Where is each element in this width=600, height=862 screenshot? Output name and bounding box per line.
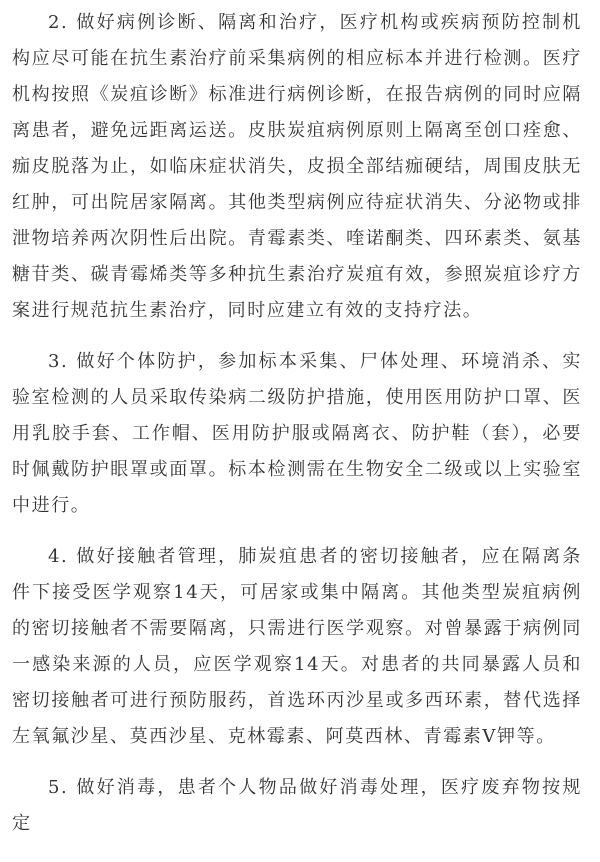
paragraph-contact-management: 4. 做好接触者管理，肺炭疽患者的密切接触者，应在隔离条件下接受医学观察14天，可居家或集中隔离。其他类型炭疽病例的密切接触者不需要隔离，只需进行医学观察。对曾暴露于病例同一感染来源的人员，应医学观察14天。对患者的共同暴露人员和密切接触者可进行预防服药，首选环丙沙星或多西环素，替代选择左氧氟沙星、莫西沙星、克林霉素、阿莫西林、青霉素V钾等。 [12,546,582,747]
paragraph-disinfection: 5. 做好消毒，患者个人物品做好消毒处理，医疗废弃物按规定 [12,777,582,834]
paragraph-diagnosis-isolation-treatment: 2. 做好病例诊断、隔离和治疗，医疗机构或疾病预防控制机构应尽可能在抗生素治疗前采集病例的相应标本并进行检测。医疗机构按照《炭疽诊断》标准进行病例诊断，在报告病例的同时应隔离患者，避免远距离运送。皮肤炭疽病例原则上隔离至创口痊愈、痂皮脱落为止，如临床症状消失，皮损全部结痂硬结，周围皮肤无红肿，可出院居家隔离。其他类型病例应待症状消失、分泌物或排泄物培养两次阴性后出院。青霉素类、喹诺酮类、四环素类、氨基糖苷类、碳青霉烯类等多种抗生素治疗炭疽有效，参照炭疽诊疗方案进行规范抗生素治疗，同时应建立有效的支持疗法。 [12,12,582,321]
paragraph-personal-protection: 3. 做好个体防护，参加标本采集、尸体处理、环境消杀、实验室检测的人员采取传染病二级防护措施，使用医用防护口罩、医用乳胶手套、工作帽、医用防护服或隔离衣、防护鞋（套），必要时佩戴防护眼罩或面罩。标本检测需在生物安全二级或以上实验室中进行。 [12,351,582,516]
